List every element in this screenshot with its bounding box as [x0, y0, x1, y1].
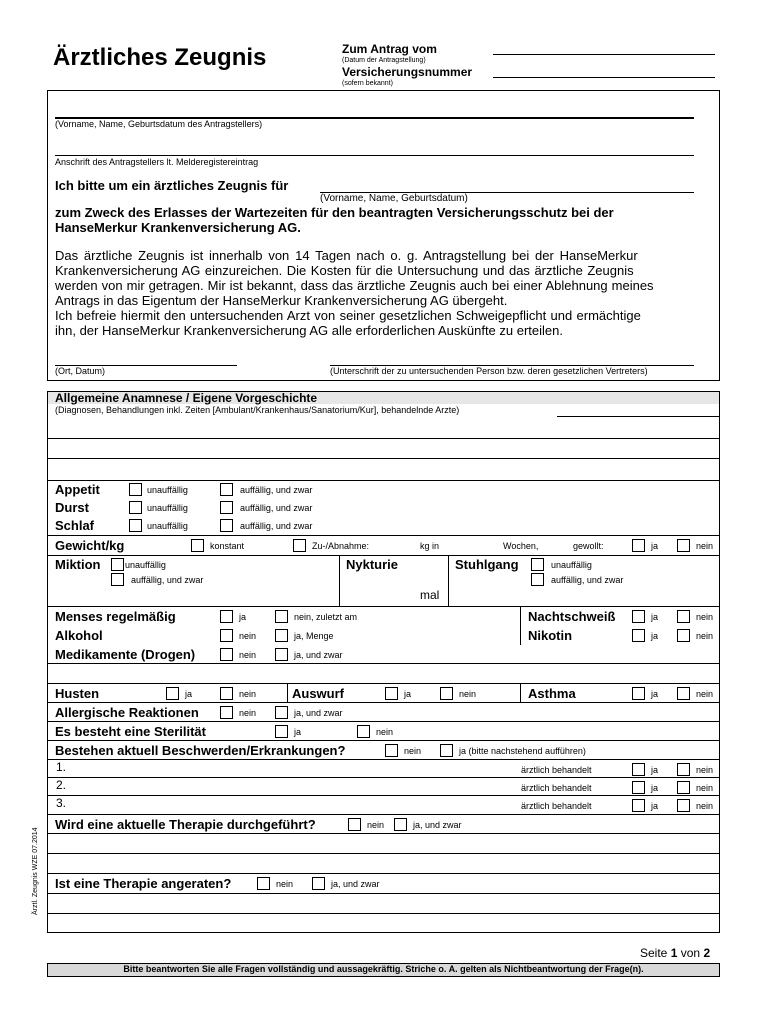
anamnese-subtitle: (Diagnosen, Behandlungen inkl. Zeiten [Ambulant/Krankenhaus/Sanatorium/Kur], behandelnde Arzte) — [55, 405, 460, 415]
gewollt-ja-label: ja — [651, 541, 659, 551]
medikamente-nein-label: nein — [239, 650, 257, 660]
nikotin-label: Nikotin — [528, 628, 573, 643]
stuhlgang-unauffaellig-label: unauffällig — [551, 560, 592, 570]
item-1-behandelt-label: ärztlich behandelt — [521, 765, 592, 775]
appetit-unauffaellig-checkbox[interactable] — [129, 483, 142, 496]
auswurf-nein-label: nein — [459, 689, 477, 699]
menses-nein-label: nein, zuletzt am — [294, 612, 358, 622]
medikamente-nein-checkbox[interactable] — [220, 648, 233, 661]
auswurf-label: Auswurf — [292, 686, 344, 701]
item-3-behandelt-label: ärztlich behandelt — [521, 801, 592, 811]
allergische-label: Allergische Reaktionen — [55, 705, 199, 720]
nachtschweiss-nein-checkbox[interactable] — [677, 610, 690, 623]
row-line — [47, 740, 720, 741]
item-1-nein-checkbox[interactable] — [677, 763, 690, 776]
menses-ja-label: ja — [239, 612, 247, 622]
row-line — [47, 721, 720, 722]
alkohol-nein-checkbox[interactable] — [220, 629, 233, 642]
gewicht-zuabnahme-checkbox[interactable] — [293, 539, 306, 552]
place-date-caption: (Ort, Datum) — [55, 366, 106, 376]
gewicht-konstant-label: konstant — [210, 541, 245, 551]
asthma-ja-label: ja — [651, 689, 659, 699]
beschwerden-nein-checkbox[interactable] — [385, 744, 398, 757]
row-line — [47, 480, 720, 481]
therapie-angeraten-ja-checkbox[interactable] — [312, 877, 325, 890]
auswurf-ja-checkbox[interactable] — [385, 687, 398, 700]
item-3-nein-label: nein — [696, 801, 714, 811]
paragraph-line-2: Krankenversicherung AG einzureichen. Die Kosten für die Untersuchung und das ärztliche Zeugnis — [55, 263, 634, 278]
row-line — [47, 873, 720, 874]
gewicht-label: Gewicht/kg — [55, 538, 125, 553]
asthma-ja-checkbox[interactable] — [632, 687, 645, 700]
nykturie-label: Nykturie — [346, 557, 399, 572]
asthma-nein-label: nein — [696, 689, 714, 699]
sterilitaet-nein-label: nein — [376, 727, 394, 737]
page-of: von — [680, 946, 701, 960]
page-number — [640, 946, 710, 960]
form-code: Ärztl. Zeugnis WZE 07.2014 — [32, 827, 39, 915]
row-line — [47, 702, 720, 703]
row-line — [47, 833, 720, 834]
miktion-auffaellig-checkbox[interactable] — [111, 573, 124, 586]
therapie-label: Wird eine aktuelle Therapie durchgeführt? — [55, 817, 316, 832]
stuhlgang-unauffaellig-checkbox[interactable] — [531, 558, 544, 571]
item-1-ja-checkbox[interactable] — [632, 763, 645, 776]
antrag-date-line[interactable] — [493, 54, 715, 55]
nikotin-nein-checkbox[interactable] — [677, 629, 690, 642]
medikamente-ja-checkbox[interactable] — [275, 648, 288, 661]
allergische-nein-label: nein — [239, 708, 257, 718]
notice-text: Bitte beantworten Sie alle Fragen vollständig und aussagekräftig. Striche o. A. gelten als Nichtbeantwortung der Frage(n). — [123, 964, 644, 974]
row-line — [47, 759, 720, 760]
durst-auffaellig-checkbox[interactable] — [220, 501, 233, 514]
alkohol-ja-checkbox[interactable] — [275, 629, 288, 642]
col-divider-stuhlgang — [448, 555, 449, 606]
item-2-ja-checkbox[interactable] — [632, 781, 645, 794]
auswurf-nein-checkbox[interactable] — [440, 687, 453, 700]
vnr-line[interactable] — [493, 77, 715, 78]
request-caption: (Vorname, Name, Geburtsdatum) — [320, 193, 468, 204]
page-current: 1 — [670, 946, 678, 960]
row-line — [47, 913, 720, 914]
row-line — [47, 606, 720, 607]
vnr-label: Versicherungsnummer — [342, 65, 473, 79]
row-line — [47, 438, 720, 439]
anamnese-subtitle-line[interactable] — [557, 416, 719, 417]
item-2-ja-label: ja — [651, 783, 659, 793]
item-3-ja-checkbox[interactable] — [632, 799, 645, 812]
col-divider-nachtschweiss — [520, 606, 521, 626]
beschwerden-nein-label: nein — [404, 746, 422, 756]
anamnese-title: Allgemeine Anamnese / Eigene Vorgeschichte — [55, 391, 318, 405]
miktion-unauffaellig-checkbox[interactable] — [111, 558, 124, 571]
therapie-nein-label: nein — [367, 820, 385, 830]
anamnese-table — [47, 391, 720, 933]
gewollt-ja-checkbox[interactable] — [632, 539, 645, 552]
nikotin-nein-label: nein — [696, 631, 714, 641]
paragraph-line-4: Antrags in das Eigentum der HanseMerkur Krankenversicherung AG übergeht. — [55, 293, 508, 308]
durst-label: Durst — [55, 500, 89, 515]
stuhlgang-label: Stuhlgang — [455, 557, 519, 572]
durst-unauffaellig-label: unauffällig — [147, 503, 188, 513]
vnr-sub: (sofern bekannt) — [342, 80, 393, 87]
nykturie-mal-label: mal — [420, 588, 440, 602]
item-1-nein-label: nein — [696, 765, 714, 775]
schlaf-auffaellig-checkbox[interactable] — [220, 519, 233, 532]
item-1-ja-label: ja — [651, 765, 659, 775]
request-label: Ich bitte um ein ärztliches Zeugnis für — [55, 178, 289, 193]
antrag-sub: (Datum der Antragstellung) — [342, 57, 426, 64]
nachtschweiss-label: Nachtschweiß — [528, 609, 616, 624]
applicant-address-line[interactable] — [55, 155, 694, 156]
stuhlgang-auffaellig-checkbox[interactable] — [531, 573, 544, 586]
schlaf-auffaellig-label: auffällig, und zwar — [240, 521, 313, 531]
page-total: 2 — [703, 946, 711, 960]
antrag-label: Zum Antrag vom — [342, 42, 437, 56]
alkohol-nein-label: nein — [239, 631, 257, 641]
row-line — [47, 458, 720, 459]
alkohol-ja-menge-label: ja, Menge — [294, 631, 334, 641]
paragraph-line-1: Das ärztliche Zeugnis ist innerhalb von 14 Tagen nach o. g. Antragstellung bei der HanseMerkur — [55, 248, 638, 263]
allergische-ja-checkbox[interactable] — [275, 706, 288, 719]
item-3-nein-checkbox[interactable] — [677, 799, 690, 812]
schlaf-unauffaellig-label: unauffällig — [147, 521, 188, 531]
menses-label: Menses regelmäßig — [55, 609, 176, 624]
husten-ja-label: ja — [185, 689, 193, 699]
schlaf-label: Schlaf — [55, 518, 95, 533]
item-2-behandelt-label: ärztlich behandelt — [521, 783, 592, 793]
therapie-angeraten-nein-label: nein — [276, 879, 294, 889]
schlaf-unauffaellig-checkbox[interactable] — [129, 519, 142, 532]
row-line — [47, 814, 720, 815]
beschwerden-label: Bestehen aktuell Beschwerden/Erkrankungen? — [55, 743, 346, 758]
gewollt-label: gewollt: — [573, 541, 604, 551]
auswurf-ja-label: ja — [404, 689, 412, 699]
asthma-label: Asthma — [528, 686, 576, 701]
appetit-auffaellig-label: auffällig, und zwar — [240, 485, 313, 495]
therapie-angeraten-ja-label: ja, und zwar — [331, 879, 380, 889]
item-3-number: 3. — [56, 796, 67, 810]
kg-in-label: kg in — [420, 541, 440, 551]
appetit-label: Appetit — [55, 482, 100, 497]
beschwerden-ja-label: ja (bitte nachstehend aufführen) — [459, 746, 586, 756]
nikotin-ja-label: ja — [651, 631, 659, 641]
appetit-unauffaellig-label: unauffällig — [147, 485, 188, 495]
nachtschweiss-nein-label: nein — [696, 612, 714, 622]
miktion-auffaellig-label: auffällig, und zwar — [131, 575, 204, 585]
row-line — [47, 853, 720, 854]
gewollt-nein-checkbox[interactable] — [677, 539, 690, 552]
page-title: Ärztliches Zeugnis — [53, 44, 267, 71]
medikamente-ja-label: ja, und zwar — [294, 650, 343, 660]
item-3-ja-label: ja — [651, 801, 659, 811]
allergische-ja-label: ja, und zwar — [294, 708, 343, 718]
sterilitaet-ja-checkbox[interactable] — [275, 725, 288, 738]
row-line — [47, 777, 720, 778]
asthma-nein-checkbox[interactable] — [677, 687, 690, 700]
row-line — [47, 535, 720, 536]
miktion-label: Miktion — [55, 557, 101, 572]
row-line — [47, 555, 720, 556]
beschwerden-ja-checkbox[interactable] — [440, 744, 453, 757]
appetit-auffaellig-checkbox[interactable] — [220, 483, 233, 496]
husten-nein-checkbox[interactable] — [220, 687, 233, 700]
purpose-line-1: zum Zweck des Erlasses der Wartezeiten für den beantragten Versicherungsschutz bei der — [55, 205, 614, 220]
nikotin-ja-checkbox[interactable] — [632, 629, 645, 642]
signature-caption: (Unterschrift der zu untersuchenden Person bzw. deren gesetzlichen Vertreters) — [330, 366, 648, 376]
row-line — [47, 795, 720, 796]
paragraph-line-3: werden von mir getragen. Mir ist bekannt, dass das ärztliche Zeugnis auch bei einer Ablehnung meines — [55, 278, 654, 293]
durst-auffaellig-label: auffällig, und zwar — [240, 503, 313, 513]
therapie-ja-checkbox[interactable] — [394, 818, 407, 831]
row-line — [47, 683, 720, 684]
nachtschweiss-ja-label: ja — [651, 612, 659, 622]
menses-nein-checkbox[interactable] — [275, 610, 288, 623]
therapie-angeraten-label: Ist eine Therapie angeraten? — [55, 876, 232, 891]
row-line — [47, 663, 720, 664]
medikamente-label: Medikamente (Drogen) — [55, 647, 196, 662]
nachtschweiss-ja-checkbox[interactable] — [632, 610, 645, 623]
item-2-nein-label: nein — [696, 783, 714, 793]
sterilitaet-ja-label: ja — [294, 727, 302, 737]
paragraph-line-5: Ich befreie hiermit den untersuchenden Arzt von seiner gesetzlichen Schweigepflicht und ermächtige — [55, 308, 641, 323]
gewicht-konstant-checkbox[interactable] — [191, 539, 204, 552]
zuabnahme-label: Zu-/Abnahme: — [312, 541, 370, 551]
sterilitaet-label: Es besteht eine Sterilität — [55, 724, 206, 739]
col-divider-nikotin — [520, 626, 521, 645]
therapie-angeraten-nein-checkbox[interactable] — [257, 877, 270, 890]
gewollt-nein-label: nein — [696, 541, 714, 551]
applicant-name-caption: (Vorname, Name, Geburtsdatum des Antragstellers) — [55, 119, 263, 129]
paragraph-line-6: ihn, der HanseMerkur Krankenversicherung AG alle erforderlichen Auskünfte zu erteilen. — [55, 323, 563, 338]
sterilitaet-nein-checkbox[interactable] — [357, 725, 370, 738]
item-2-number: 2. — [56, 778, 67, 792]
menses-ja-checkbox[interactable] — [220, 610, 233, 623]
husten-label: Husten — [55, 686, 100, 701]
durst-unauffaellig-checkbox[interactable] — [129, 501, 142, 514]
item-2-nein-checkbox[interactable] — [677, 781, 690, 794]
therapie-ja-label: ja, und zwar — [413, 820, 462, 830]
therapie-nein-checkbox[interactable] — [348, 818, 361, 831]
row-line — [47, 893, 720, 894]
col-divider-nykturie — [339, 555, 340, 606]
page-prefix: Seite — [640, 946, 668, 960]
wochen-label: Wochen, — [503, 541, 539, 551]
allergische-nein-checkbox[interactable] — [220, 706, 233, 719]
husten-ja-checkbox[interactable] — [166, 687, 179, 700]
col-divider-asthma — [520, 683, 521, 702]
stuhlgang-auffaellig-label: auffällig, und zwar — [551, 575, 624, 585]
item-1-number: 1. — [56, 760, 67, 774]
miktion-unauffaellig-label: unauffällig — [125, 560, 166, 570]
alkohol-label: Alkohol — [55, 628, 103, 643]
applicant-address-caption: Anschrift des Antragstellers lt. Melderegistereintrag — [55, 157, 259, 167]
purpose-line-2: HanseMerkur Krankenversicherung AG. — [55, 220, 301, 235]
husten-nein-label: nein — [239, 689, 257, 699]
col-divider-auswurf — [287, 683, 288, 702]
